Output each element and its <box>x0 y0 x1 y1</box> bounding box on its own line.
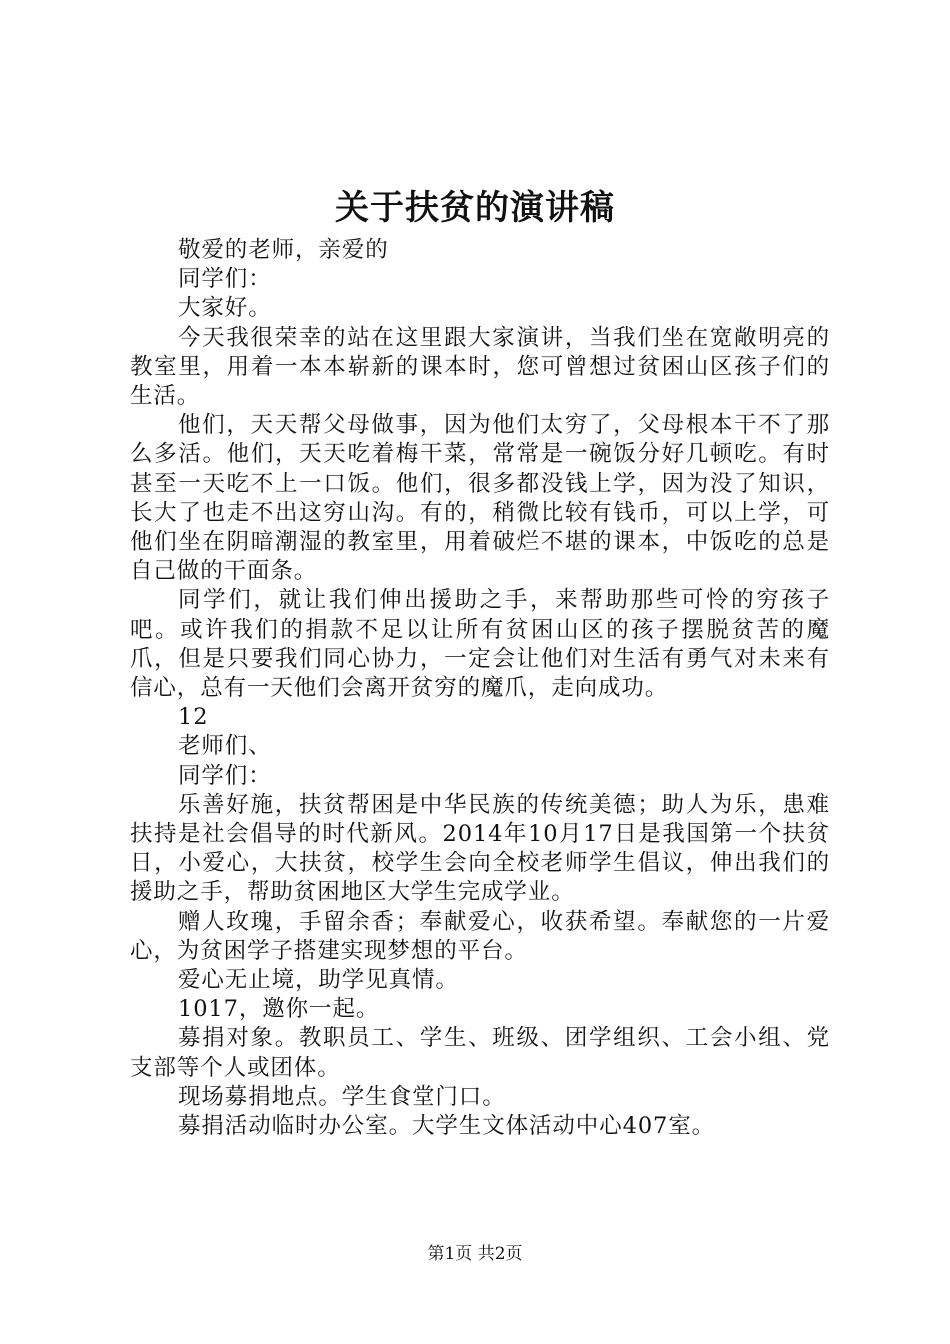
paragraph-teachers: 老师们、 <box>178 733 272 760</box>
paragraph-office: 募捐活动临时办公室。大学生文体活动中心407室。 <box>178 1113 716 1140</box>
page-number-footer: 第1页 共2页 <box>427 1244 523 1264</box>
paragraph-roses: 赠人玫瑰，手留余香；奉献爱心，收获希望。奉献您的一片爱心，为贫困学子搭建实现梦想的平台。 <box>130 908 830 964</box>
paragraph-intro: 今天我很荣幸的站在这里跟大家演讲，当我们坐在宽敞明亮的教室里，用着一本本崭新的课本时，您可曾想过贫困山区孩子们的生活。 <box>130 324 830 410</box>
document-title: 关于扶贫的演讲稿 <box>335 188 615 228</box>
paragraph-location: 现场募捐地点。学生食堂门口。 <box>178 1083 506 1110</box>
document-body <box>130 236 830 1141</box>
paragraph-donors: 募捐对象。教职员工、学生、班级、团学组织、工会小组、党支部等个人或团体。 <box>130 1025 830 1081</box>
paragraph-number: 12 <box>178 704 209 731</box>
paragraph-slogan: 爱心无止境，助学见真情。 <box>178 967 459 994</box>
paragraph-their-life: 他们，天天帮父母做事，因为他们太穷了，父母根本干不了那么多活。他们，天天吃着梅干菜，常常是一碗饭分好几顿吃。有时甚至一天吃不上一口饭。他们，很多都没钱上学，因为没了知识，长大了也走不出这穷山沟。有的，稍微比较有钱币，可以上学，可他们坐在阴暗潮湿的教室里，用着破烂不堪的课本，中饭吃的总是自己做的干面条。 <box>130 412 830 585</box>
paragraph-classmates-2: 同学们： <box>178 762 272 789</box>
paragraph-invite: 1017，邀你一起。 <box>178 996 380 1023</box>
paragraph-initiative: 乐善好施，扶贫帮困是中华民族的传统美德；助人为乐，患难扶持是社会倡导的时代新风。2014年10月17日是我国第一个扶贫日，小爱心，大扶贫，校学生会向全校老师学生倡议，伸出我们的援助之手，帮助贫困地区大学生完成学业。 <box>130 791 830 906</box>
paragraph-hello: 大家好。 <box>178 295 272 322</box>
paragraph-classmates: 同学们： <box>178 266 272 293</box>
paragraph-call-to-help: 同学们，就让我们伸出援助之手，来帮助那些可怜的穷孩子吧。或许我们的捐款不足以让所有贫困山区的孩子摆脱贫苦的魔爪，但是只要我们同心协力，一定会让他们对生活有勇气对未来有信心，总有一天他们会离开贫穷的魔爪，走向成功。 <box>130 587 830 702</box>
paragraph-greeting: 敬爱的老师，亲爱的 <box>178 237 389 263</box>
